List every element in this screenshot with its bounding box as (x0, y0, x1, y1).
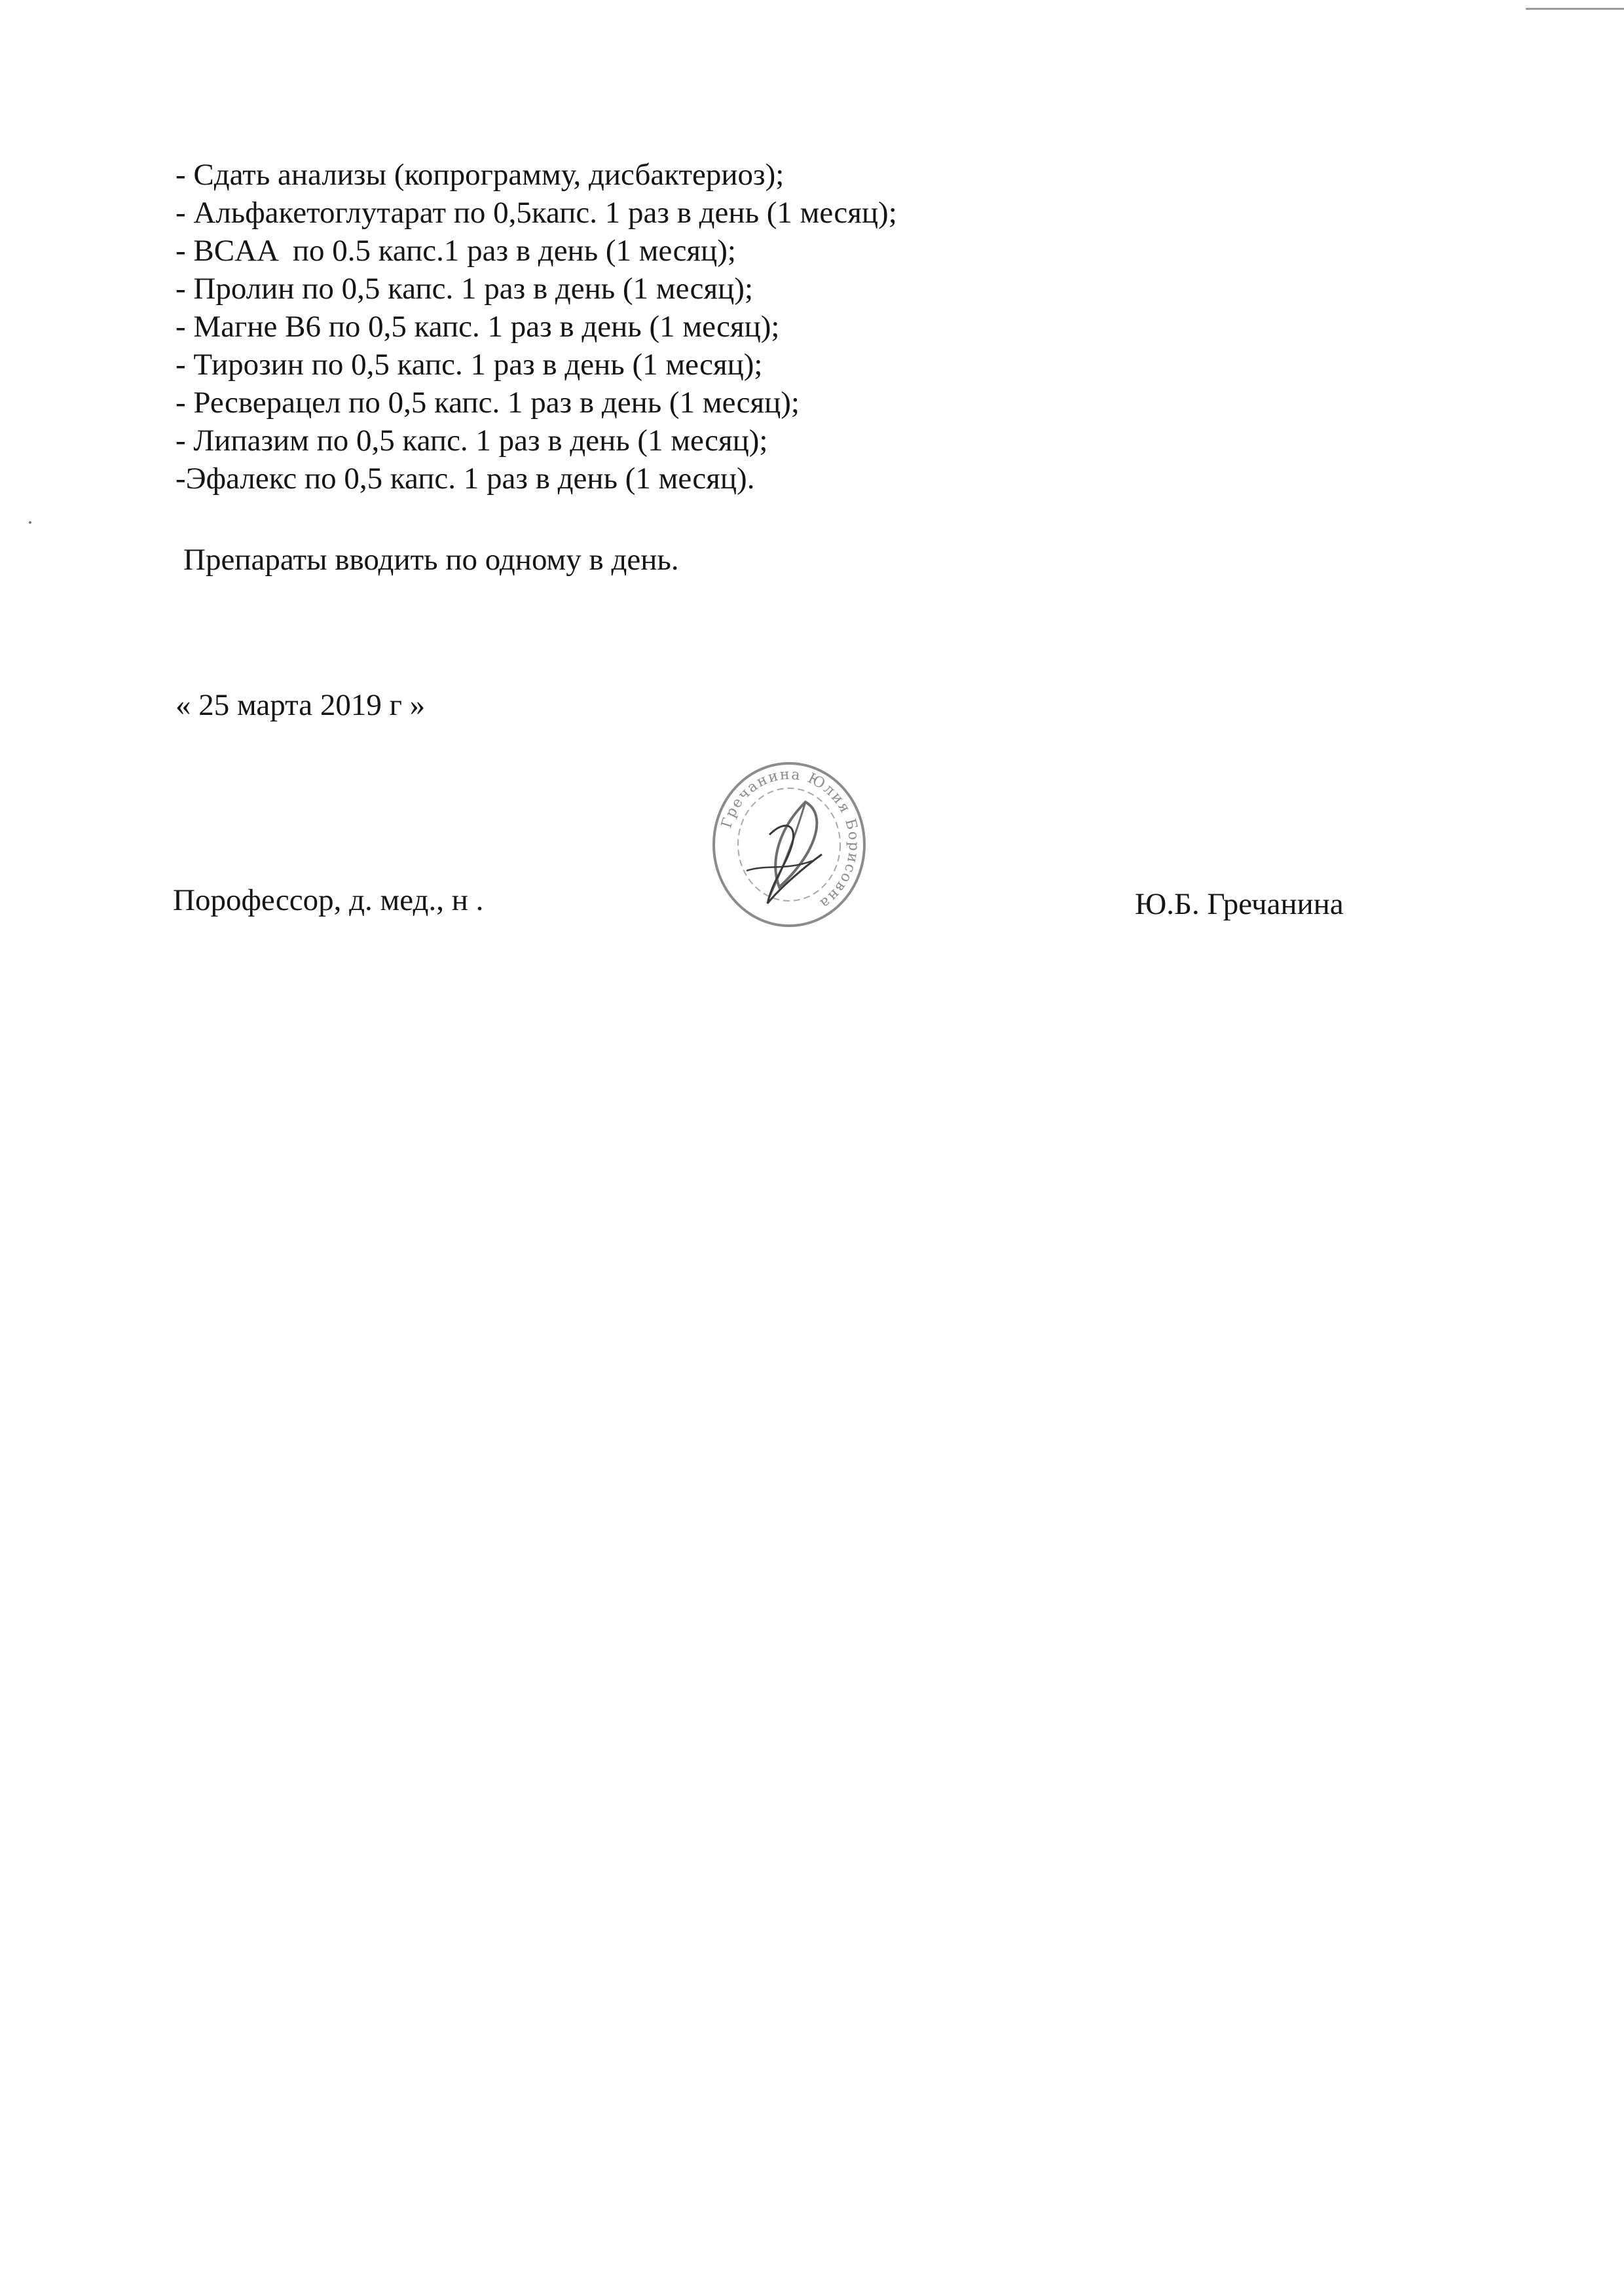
list-item: - Тирозин по 0,5 капс. 1 раз в день (1 месяц); (175, 348, 763, 382)
list-item: - Липазим по 0,5 капс. 1 раз в день (1 месяц); (175, 424, 768, 458)
list-item: - Магне В6 по 0,5 капс. 1 раз в день (1 месяц); (175, 310, 780, 344)
list-item: - Альфакетоглутарат по 0,5капс. 1 раз в день (1 месяц); (175, 196, 897, 230)
list-item: -Эфалекс по 0,5 капс. 1 раз в день (1 месяц). (175, 462, 755, 496)
svg-text:Гречанина Юлия Борисовна: Гречанина Юлия Борисовна (718, 766, 862, 913)
prescription-list (175, 156, 897, 498)
scan-edge-line (1526, 8, 1624, 10)
list-item: - Пролин по 0,5 капс. 1 раз в день (1 месяц); (175, 272, 754, 306)
signer-name: Ю.Б. Гречанина (1135, 887, 1344, 921)
list-item: - BCAA по 0.5 капс.1 раз в день (1 месяц); (175, 234, 736, 268)
scan-speck (29, 521, 31, 524)
instruction-note: Препараты вводить по одному в день. (183, 543, 679, 577)
signer-position: Порофессор, д. мед., н . (173, 883, 484, 917)
list-item: - Ресверацел по 0,5 капс. 1 раз в день (1 месяц); (175, 386, 800, 420)
document-date: « 25 марта 2019 г » (175, 688, 426, 722)
list-item: - Сдать анализы (копрограмму, дисбактериоз); (175, 158, 784, 192)
circular-stamp-with-leaf-and-signature-icon (707, 756, 871, 933)
